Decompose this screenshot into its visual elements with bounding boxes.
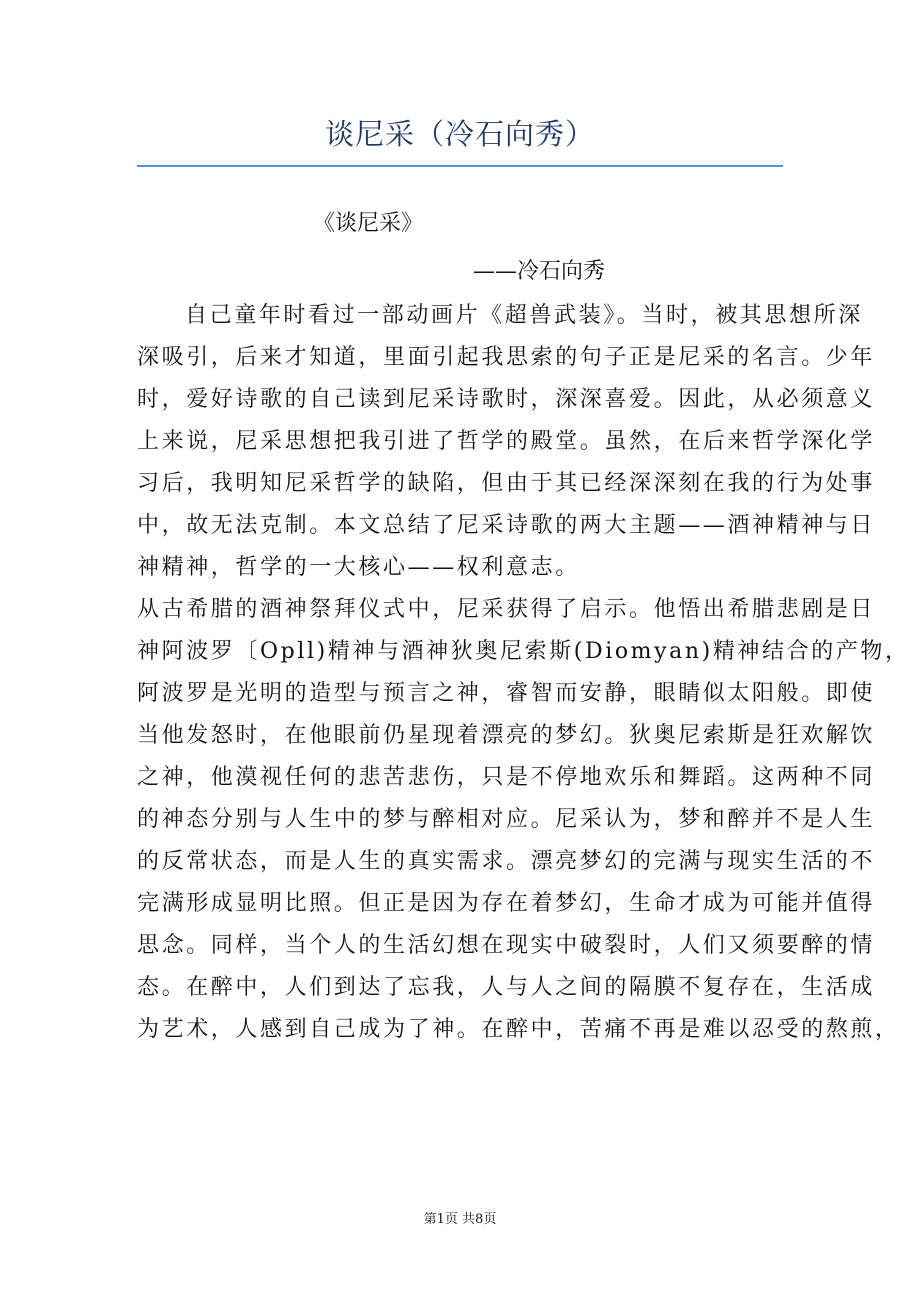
paragraph-line: 自己童年时看过一部动画片《超兽武装》。当时，被其思想所深: [185, 303, 863, 328]
paragraph-line: 习后，我明知尼采哲学的缺陷，但由于其已经深深刻在我的行为处事: [137, 471, 876, 496]
page-footer: 第1页 共8页: [423, 1212, 497, 1227]
title-divider: [137, 165, 783, 167]
paragraph-line: 的反常状态，而是人生的真实需求。漂亮梦幻的完满与现实生活的不: [137, 849, 876, 874]
paragraph-line: 态。在醉中，人们到达了忘我，人与人之间的隔膜不复存在，生活成: [137, 975, 876, 1000]
paragraph-line: 思念。同样，当个人的生活幻想在现实中破裂时，人们又须要醉的情: [137, 933, 876, 958]
paragraph-line: 神阿波罗〔Opll)精神与酒神狄奥尼索斯(Diomyan)精神结合的产物，: [137, 639, 910, 664]
paragraph-line: 阿波罗是光明的造型与预言之神，睿智而安静，眼睛似太阳般。即使: [137, 681, 876, 706]
paragraph-line: 中，故无法克制。本文总结了尼采诗歌的两大主题——酒神精神与日: [137, 513, 876, 538]
paragraph-line: 完满形成显明比照。但正是因为存在着梦幻，生命才成为可能并值得: [137, 891, 876, 916]
paragraph-line: 之神，他漠视任何的悲苦悲伤，只是不停地欢乐和舞蹈。这两种不同: [137, 765, 876, 790]
author-line: ——冷石向秀: [473, 259, 606, 284]
document-title: 谈尼采（冷石向秀）: [324, 117, 595, 151]
paragraph-line: 上来说，尼采思想把我引进了哲学的殿堂。虽然，在后来哲学深化学: [137, 429, 876, 454]
subtitle: 《谈尼采》: [313, 211, 424, 236]
paragraph-line: 的神态分别与人生中的梦与醉相对应。尼采认为，梦和醉并不是人生: [137, 807, 876, 832]
paragraph-line: 深吸引，后来才知道，里面引起我思索的句子正是尼采的名言。少年: [137, 345, 876, 370]
paragraph-line: 时，爱好诗歌的自己读到尼采诗歌时，深深喜爱。因此，从必须意义: [137, 387, 876, 412]
paragraph-line: 从古希腊的酒神祭拜仪式中，尼采获得了启示。他悟出希腊悲剧是日: [137, 597, 876, 622]
paragraph-line: 当他发怒时，在他眼前仍星现着漂亮的梦幻。狄奥尼索斯是狂欢解饮: [137, 723, 876, 748]
paragraph-line: 神精神，哲学的一大核心——权利意志。: [137, 555, 580, 580]
paragraph-line: 为艺术，人感到自己成为了神。在醉中，苦痛不再是难以忍受的熬煎，: [137, 1017, 900, 1042]
